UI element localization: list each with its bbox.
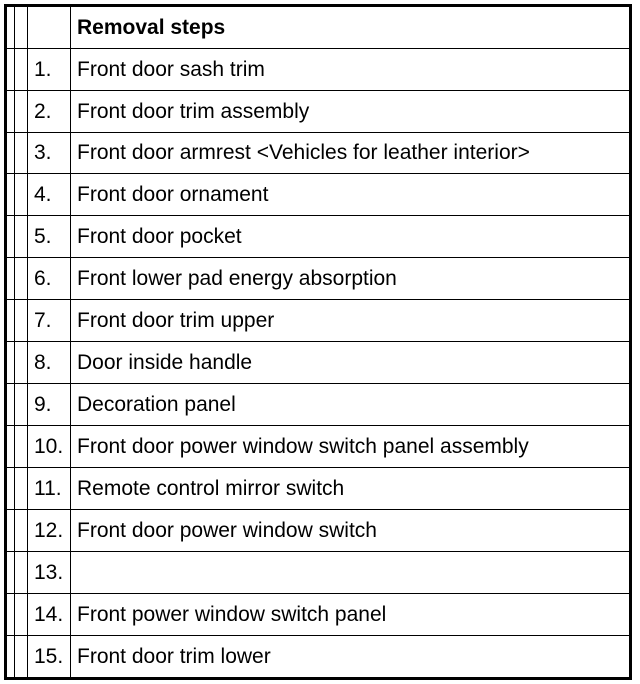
step-description: Remote control mirror switch <box>71 468 630 510</box>
step-description: Front door armrest <Vehicles for leather interior> <box>71 132 630 174</box>
marker-column-cell <box>7 636 15 677</box>
marker-column-cell <box>7 552 15 594</box>
step-description: Front door sash trim <box>71 48 630 90</box>
marker-column-cell <box>7 384 15 426</box>
step-number: 1. <box>28 48 71 90</box>
marker-column-cell <box>15 342 28 384</box>
marker-column-cell <box>15 594 28 636</box>
step-number: 6. <box>28 258 71 300</box>
step-number: 4. <box>28 174 71 216</box>
table-row <box>7 552 629 594</box>
marker-column-cell <box>15 384 28 426</box>
step-description: Front lower pad energy absorption <box>71 258 630 300</box>
table-row <box>7 384 629 426</box>
marker-column-cell <box>15 174 28 216</box>
table-row <box>7 426 629 468</box>
marker-column-cell <box>7 594 15 636</box>
marker-column-cell <box>7 426 15 468</box>
step-number: 5. <box>28 216 71 258</box>
step-description <box>71 552 630 594</box>
step-description: Front door trim lower <box>71 636 630 677</box>
table-row <box>7 468 629 510</box>
step-description: Door inside handle <box>71 342 630 384</box>
marker-column-cell <box>15 216 28 258</box>
marker-column-cell <box>15 468 28 510</box>
step-number: 8. <box>28 342 71 384</box>
table-row <box>7 636 629 677</box>
step-number-header-cell <box>28 7 71 48</box>
step-description: Front door power window switch panel assembly <box>71 426 630 468</box>
removal-steps-table <box>7 7 629 677</box>
step-number: 12. <box>28 510 71 552</box>
step-description: Front door trim assembly <box>71 90 630 132</box>
step-description: Front door pocket <box>71 216 630 258</box>
marker-column-cell <box>7 174 15 216</box>
step-description: Decoration panel <box>71 384 630 426</box>
marker-column-cell <box>15 636 28 677</box>
marker-column-cell <box>7 510 15 552</box>
marker-column-cell <box>7 258 15 300</box>
table-row <box>7 216 629 258</box>
step-number: 7. <box>28 300 71 342</box>
step-description: Front door trim upper <box>71 300 630 342</box>
removal-steps-table-frame <box>4 4 632 680</box>
marker-column-cell <box>15 258 28 300</box>
marker-column-cell <box>15 426 28 468</box>
table-row <box>7 342 629 384</box>
step-number: 14. <box>28 594 71 636</box>
marker-column-cell <box>15 300 28 342</box>
marker-column-cell <box>15 7 28 48</box>
marker-column-cell <box>15 510 28 552</box>
table-row <box>7 90 629 132</box>
table-row <box>7 48 629 90</box>
table-row <box>7 300 629 342</box>
table-row <box>7 510 629 552</box>
marker-column-cell <box>15 552 28 594</box>
step-number: 13. <box>28 552 71 594</box>
step-number: 2. <box>28 90 71 132</box>
step-number: 10. <box>28 426 71 468</box>
table-row <box>7 258 629 300</box>
marker-column-cell <box>7 468 15 510</box>
step-number: 3. <box>28 132 71 174</box>
removal-steps-table-body <box>7 7 629 677</box>
table-row <box>7 132 629 174</box>
step-number: 15. <box>28 636 71 677</box>
marker-column-cell <box>7 216 15 258</box>
marker-column-cell <box>7 7 15 48</box>
marker-column-cell <box>15 132 28 174</box>
table-row <box>7 594 629 636</box>
marker-column-cell <box>7 48 15 90</box>
step-number: 9. <box>28 384 71 426</box>
marker-column-cell <box>7 90 15 132</box>
step-number: 11. <box>28 468 71 510</box>
marker-column-cell <box>7 300 15 342</box>
marker-column-cell <box>7 132 15 174</box>
step-description: Front door power window switch <box>71 510 630 552</box>
marker-column-cell <box>15 48 28 90</box>
step-description: Front power window switch panel <box>71 594 630 636</box>
table-row <box>7 174 629 216</box>
marker-column-cell <box>7 342 15 384</box>
table-header-row <box>7 7 629 48</box>
marker-column-cell <box>15 90 28 132</box>
step-description: Front door ornament <box>71 174 630 216</box>
table-header-title: Removal steps <box>71 7 630 48</box>
